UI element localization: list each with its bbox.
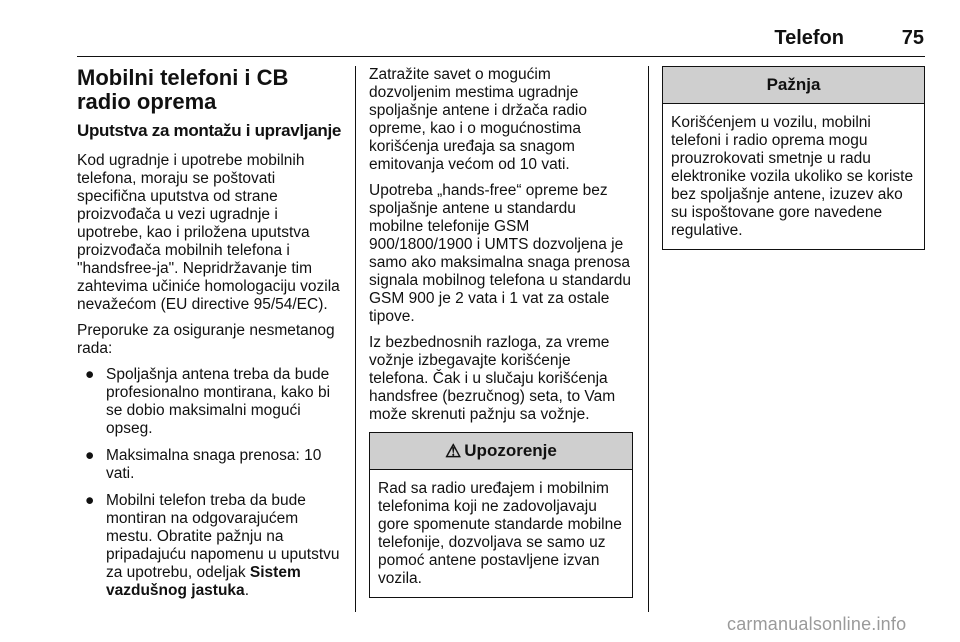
page-number: 75 (901, 27, 924, 49)
list-item: ● Mobilni telefon treba da bude montiran na odgovarajućem mestu. Obratite pažnju na pripadajuću napomenu u uputstvu za upotrebu, odeljak Sistem vazdušnog jastuka. (85, 492, 340, 599)
safety-paragraph: Iz bezbednosnih razloga, za vreme vožnje izbegavajte korišćenje telefona. Čak i u slučaju korišćenja handsfree (bezručnog) seta, to Vam može skrenuti pažnju sa vožnje. (369, 334, 616, 423)
column-divider-2 (648, 66, 649, 612)
section-heading: Mobilni telefoni i CB radio oprema (77, 65, 289, 114)
intro-paragraph: Kod ugradnje i upotrebe mobilnih telefona, moraju se poštovati specifična uputstva od strane proizvođača u vezi ugradnje i upotrebe, kao i priložena uputstva proizvođača mobilnih telefona i "handsfree-ja". Nepridržavanje tim zahtevima učiniće homologaciju vozila nevažećom (EU directive 95/54/EC). (77, 152, 340, 313)
page-header-title: Telefon (774, 27, 844, 49)
bullet-icon: ● (85, 492, 95, 509)
column-2 (369, 66, 633, 598)
bullet-icon: ● (85, 366, 95, 383)
column-1 (77, 66, 343, 609)
warning-box-body (370, 470, 632, 597)
warning-box-header (370, 433, 632, 470)
note-title: Pažnja (766, 75, 821, 94)
watermark: carmanualsonline.info (727, 614, 907, 634)
warning-box (369, 432, 633, 598)
warning-triangle-icon: ⚠ (445, 440, 462, 461)
column-divider-1 (355, 66, 356, 612)
recommendations-intro: Preporuke za osiguranje nesmetanog rada: (77, 322, 335, 357)
list-item: ● Maksimalna snaga prenosa: 10 vati. (85, 447, 322, 482)
section-subheading: Uputstva za montažu i upravljanje (77, 121, 342, 140)
note-box-body (663, 104, 924, 249)
note-box (662, 66, 925, 250)
list-item: ● Spoljašnja antena treba da bude profesionalno montirana, kako bi se dobio maksimalni mogući opseg. (85, 366, 331, 437)
note-box-header (663, 67, 924, 104)
warning-text: Rad sa radio uređajem i mobilnim telefonima koji ne zadovoljavaju gore spomenute standarde mobilne telefonije, dozvoljava se samo uz pomoć antene postavljene izvan vozila. (378, 480, 622, 587)
warning-title: Upozorenje (464, 441, 557, 460)
handsfree-paragraph: Upotreba „hands-free“ opreme bez spoljašnje antene u standardu mobilne telefonije GSM 900/1800/1900 i UMTS dozvoljena je samo ako maksimalna snaga prenosa signala mobilnog telefona u standardu GSM 900 je 2 vata i 1 vat za ostale tipove. (369, 182, 631, 325)
header-rule (77, 56, 925, 57)
recommendations-list (77, 366, 343, 600)
column-3 (662, 66, 925, 250)
antenna-advice-paragraph: Zatražite savet o mogućim dozvoljenim mestima ugradnje spoljašnje antene i držača radio opreme, kao i o mogućnostima korišćenja uređaja sa snagom emitovanja većom od 10 vati. (369, 66, 587, 173)
airbag-section-reference[interactable]: Sistem vazdušnog jastuka (106, 564, 301, 599)
bullet-icon: ● (85, 447, 95, 464)
note-text: Korišćenjem u vozilu, mobilni telefoni i radio oprema mogu prouzrokovati smetnje u radu elektronike vozila ukoliko se koriste bez spoljašnje antene, izuzev ako su ispoštovane gore navedene regulative. (671, 114, 914, 239)
